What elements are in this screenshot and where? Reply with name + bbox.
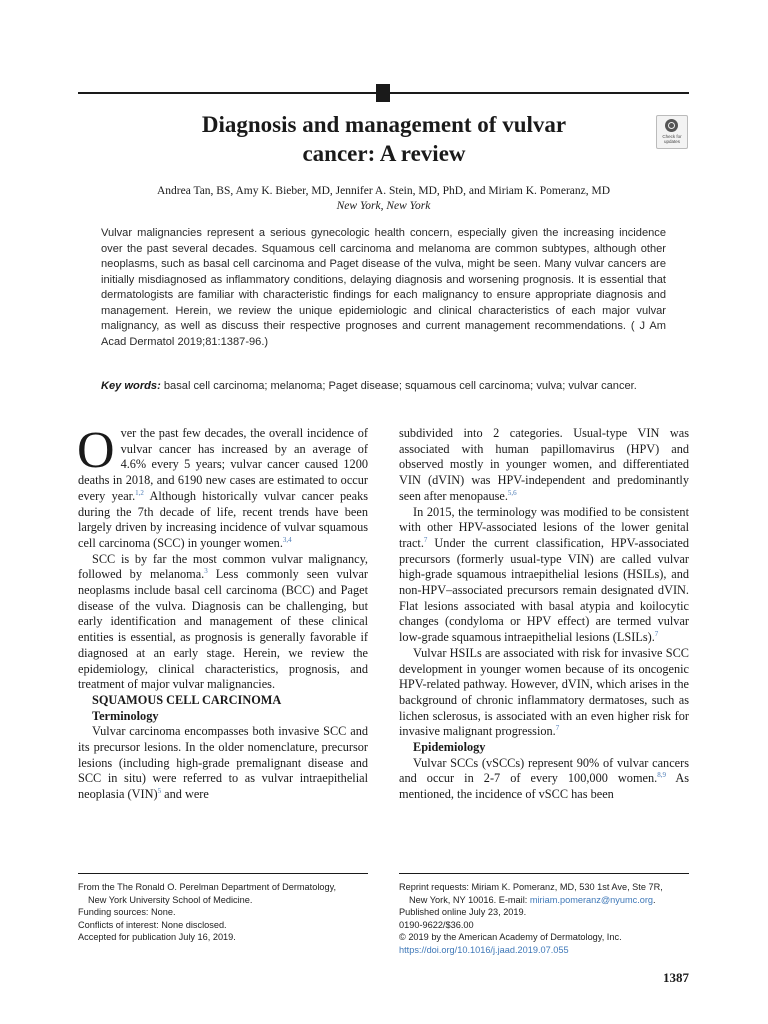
citation-link[interactable]: 3,4 [282,535,292,544]
citation-link[interactable]: 5 [157,787,162,796]
check-for-updates-badge[interactable] [656,115,688,149]
footnote-affiliation-cont: New York University School of Medicine. [88,894,253,905]
email-link[interactable]: miriam.pomeranz@nyumc.org [529,894,654,905]
terminology-continued: subdivided into 2 categories. Usual-type VIN was associated with human papillomavirus (HPV) and observed mostly in younger women, and differentiated VIN (dVIN) was HPV-independent and predominantly seen after menopause.$^{5,6}$ [399,426,689,503]
abstract: Vulvar malignancies represent a serious gynecologic health concern, especially given the increasing incidence over the past several decades. Squamous cell carcinoma and melanoma are common subtypes, although other neoplasms, such as basal cell carcinoma and Paget disease of the vulva, might be seen. Many vulvar cancers are initially misdiagnosed as inflammatory conditions, delaying diagnosis and worsening prognosis. It is essential that dermatologists are familiar with characteristic findings for each malignancy to ensure appropriate diagnosis and management. Herein, we review the unique epidemiologic and clinical characteristics of each major vulvar malignancy, as well as discuss their respective prognoses and current management recommendations. ( J Am Acad Dermatol 2019;81:1387-96.) [101,227,666,348]
terminology-paragraph: Vulvar carcinoma encompasses both invasive SCC and its precursor lesions. In the older nomenclature, precursor lesions (including high-grade premalignant disease and SCC in situ) were referred to as vulvar intraepithelial neoplasia (VIN)$^5$ and were [78,724,368,802]
drop-cap: O [77,422,115,479]
body-column-right [399,426,689,803]
footnote-published: Published online July 23, 2019. [399,907,527,918]
epidemiology-paragraph: Vulvar SCCs (vSCCs) represent 90% of vulvar cancers and occur in 2-7 of every 100,000 women.$^{8,9}$ As mentioned, the incidence of vSCC has been [399,755,689,802]
badge-label-1: Check for [662,134,682,139]
page-number: 1387 [663,970,689,985]
footnote-funding: Funding sources: None. [78,907,176,918]
author-list: Andrea Tan, BS, Amy K. Bieber, MD, Jennifer A. Stein, MD, PhD, and Miriam K. Pomeranz, MD [156,185,611,197]
keywords-label: Key words: [101,380,161,392]
citation-link[interactable]: 1,2 [135,488,144,497]
citation-link[interactable]: 3 [204,567,208,576]
title-line-2: cancer: A review [302,141,466,166]
subheading-epidemiology: Epidemiology [413,740,486,755]
terminology-paragraph-3: Vulvar HSILs are associated with risk for invasive SCC development in younger women because of its oncogenic HPV-related pathway. However, dVIN, which arises in the background of chronic inflammatory dermatoses, such as lichen sclerosus, is associated with an even higher risk for invasive malignant progression.$^7$ [399,645,689,739]
article-title [150,110,618,168]
section-heading-scc: SQUAMOUS CELL CARCINOMA [92,692,282,707]
citation-link[interactable]: 7 [555,724,560,733]
footnote-rule-right [399,873,689,874]
citation-link[interactable]: 7 [423,535,428,544]
title-line-1: Diagnosis and management of vulvar [201,112,567,137]
intro-paragraph-2: SCC is by far the most common vulvar malignancy, followed by melanoma.$^3$ Less commonly seen vulvar neoplasms include basal cell carcinoma (BCC) and Paget disease of the vulva. Diagnosis can be challenging, but early identification and management of these clinical entities is essential, as prognosis is generally favorable if diagnosed at an early stage. Herein, we review the epidemiology, clinical characteristics, prognosis, and treatment of major vulvar malignancies. [78,551,368,692]
citation-link[interactable]: 5,6 [507,488,517,497]
subheading-terminology: Terminology [92,708,159,723]
keywords-text: basal cell carcinoma; melanoma; Paget disease; squamous cell carcinoma; vulva; vulvar cancer. [163,380,637,392]
keywords [101,379,681,394]
footnote-conflicts: Conflicts of interest: None disclosed. [78,919,227,930]
footnote-reprint-cont: New York, NY 10016. E-mail: miriam.pomeranz@nyumc.org. [409,894,656,905]
terminology-paragraph-2: In 2015, the terminology was modified to be consistent with other HPV-associated lesions of the lower genital tract.$^7$ Under the current classification, HPV-associated precursors (formerly usual-type VIN) are called vulvar high-grade squamous intraepithelial lesions (HSILs), and non-HPV–associated precursors remain designated dVIN. Flat lesions associated with basal atypia and koilocytic changes (condyloma or HPV effect) are termed vulvar low-grade squamous intraepithelial lesions (LSILs).$^7$ [399,504,689,645]
footnotes-left [78,881,378,944]
citation-link[interactable]: 7 [654,630,659,639]
body-column-left [77,422,369,803]
citation-link[interactable]: 8,9 [657,771,666,780]
footnote-reprint: Reprint requests: Miriam K. Pomeranz, MD, 530 1st Ave, Ste 7R, [399,882,663,892]
footnote-price: 0190-9622/$36.00 [399,919,474,930]
header-marker [376,84,390,102]
footnote-accepted: Accepted for publication July 16, 2019. [78,932,236,943]
footnotes-right [399,881,699,957]
doi-link[interactable]: https://doi.org/10.1016/j.jaad.2019.07.055 [399,944,569,955]
badge-label-2: updates [663,139,680,144]
footnote-rule-left [78,873,368,874]
intro-paragraph-1: Over the past few decades, the overall incidence of vulvar cancer has increased by an average of 4.6% every 5 years; vulvar cancer caused 1200 deaths in 2018, and 6190 new cases are estimated to occur every year.$^{1,2}$ Although historically vulvar cancer peaks during the 7th decade of life, recent trends have been largely driven by increasing incidence of vulvar squamous cell carcinoma (SCC) in younger women.$^{3,4}$ [77,422,369,550]
footnote-affiliation: From the The Ronald O. Perelman Department of Dermatology, [78,882,337,892]
footnote-copyright: © 2019 by the American Academy of Dermatology, Inc. [399,932,622,943]
author-affiliation: New York, New York [336,200,431,212]
update-icon [665,119,678,132]
